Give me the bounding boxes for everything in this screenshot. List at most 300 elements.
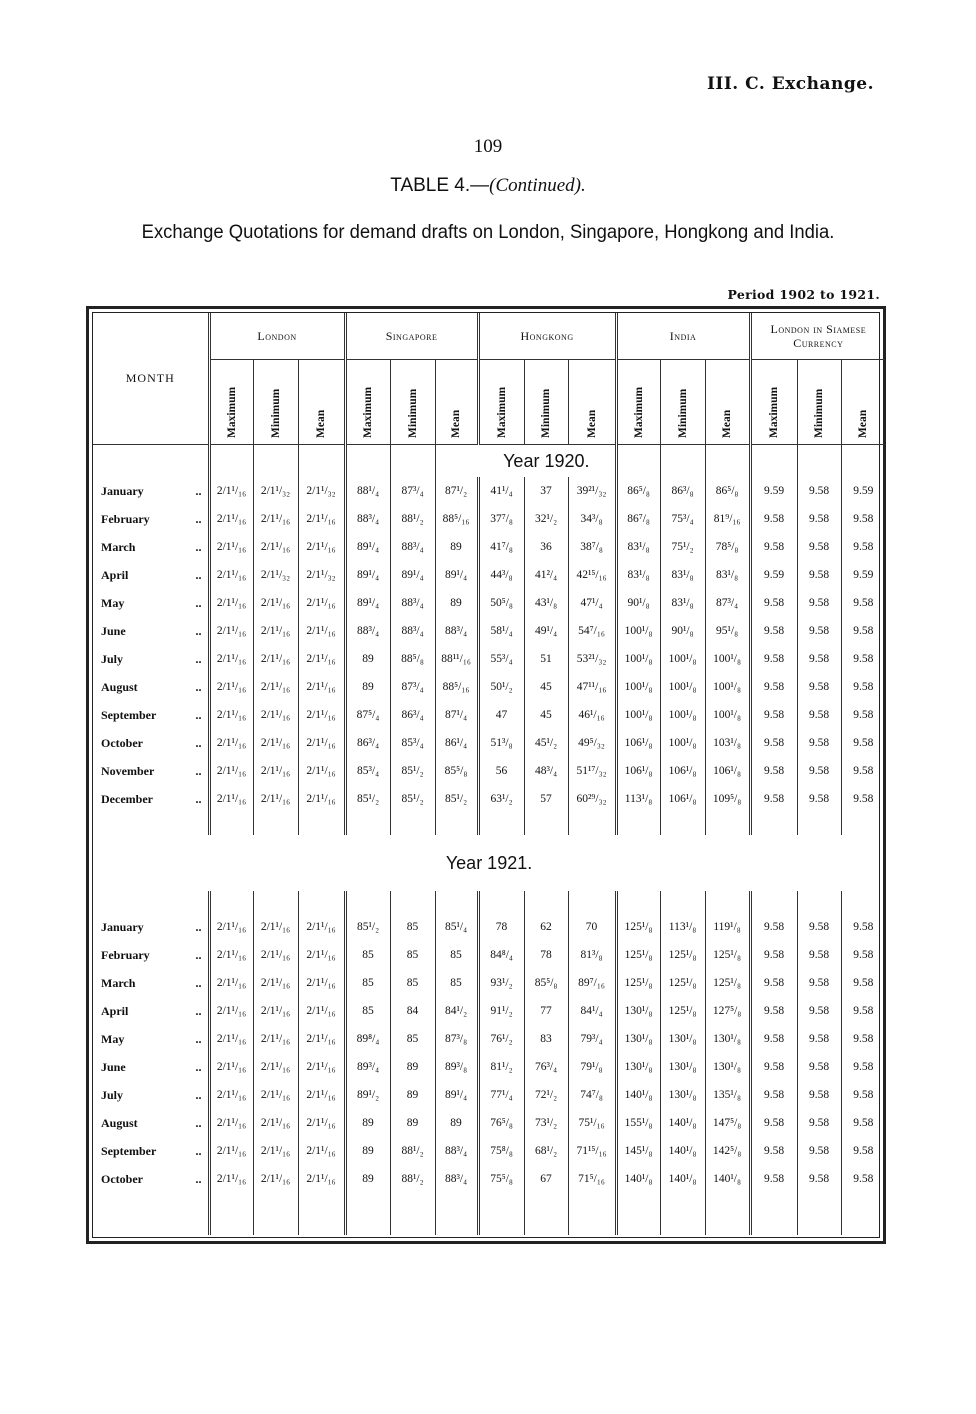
value-cell: 2/1¹/₁₆ [209, 785, 253, 813]
value-cell: 125¹/₈ [705, 941, 750, 969]
blank-cell [568, 1193, 616, 1235]
value-cell: 34³/₈ [568, 505, 616, 533]
value-cell: 85⁵/₈ [524, 969, 568, 997]
blank-cell [390, 813, 435, 835]
year-1920-label: Year 1920. [503, 450, 590, 471]
table-row [93, 1165, 885, 1193]
blank-cell [841, 1193, 885, 1235]
value-cell: 85 [390, 913, 435, 941]
value-cell: 67 [524, 1165, 568, 1193]
value-cell: 130¹/₈ [616, 997, 660, 1025]
subheader-singapore-mean [435, 360, 478, 445]
table-row [93, 589, 885, 617]
value-cell: 100¹/₈ [705, 645, 750, 673]
value-cell: 95¹/₈ [705, 617, 750, 645]
blank-cell [253, 1193, 298, 1235]
subheader-siamese-maximum [750, 360, 797, 445]
value-cell: 85 [345, 997, 390, 1025]
month-label: September [101, 1143, 157, 1158]
value-cell: 9.58 [841, 941, 885, 969]
value-cell: 9.58 [841, 673, 885, 701]
value-cell: 9.58 [797, 1025, 841, 1053]
value-cell: 2/1¹/₁₆ [209, 997, 253, 1025]
value-cell: 55³/₄ [478, 645, 524, 673]
value-cell: 2/1¹/₁₆ [253, 941, 298, 969]
blank-cell [298, 445, 345, 478]
value-cell: 100¹/₈ [616, 617, 660, 645]
blank-cell [209, 445, 253, 478]
value-cell: 89⁷/₁₆ [568, 969, 616, 997]
month-label: May [101, 1031, 125, 1046]
value-cell: 9.58 [841, 533, 885, 561]
value-cell: 2/1¹/₁₆ [298, 913, 345, 941]
table-title-main: TABLE 4.— [390, 175, 490, 196]
blank-cell [524, 1193, 568, 1235]
month-cell [93, 969, 209, 997]
month-label: October [101, 735, 143, 750]
value-cell: 2/1¹/₁₆ [298, 1137, 345, 1165]
value-cell: 2/1¹/₁₆ [253, 1025, 298, 1053]
value-cell: 9.58 [841, 1137, 885, 1165]
value-cell: 2/1¹/₁₆ [209, 1053, 253, 1081]
value-cell: 2/1¹/₁₆ [298, 757, 345, 785]
month-cell [93, 913, 209, 941]
blank-cell [660, 813, 705, 835]
value-cell: 9.58 [750, 729, 797, 757]
table-row [93, 1053, 885, 1081]
value-cell: 100¹/₈ [616, 673, 660, 701]
value-cell: 88⁵/₁₆ [435, 505, 478, 533]
value-cell: 2/1¹/₁₆ [209, 561, 253, 589]
value-cell: 56 [478, 757, 524, 785]
value-cell: 84¹/₂ [435, 997, 478, 1025]
value-cell: 9.58 [797, 701, 841, 729]
value-cell: 71¹⁵/₁₆ [568, 1137, 616, 1165]
value-cell: 100¹/₈ [660, 701, 705, 729]
table-row [93, 701, 885, 729]
subheader-label: Mean [315, 409, 328, 438]
value-cell: 106¹/₈ [660, 757, 705, 785]
value-cell: 79³/₄ [568, 1025, 616, 1053]
value-cell: 9.58 [841, 645, 885, 673]
value-cell: 2/1¹/₁₆ [209, 533, 253, 561]
table-row [93, 561, 885, 589]
month-cell [93, 533, 209, 561]
blank-cell [253, 445, 298, 478]
value-cell: 140¹/₈ [616, 1165, 660, 1193]
value-cell: 37⁷/₈ [478, 505, 524, 533]
value-cell: 37 [524, 477, 568, 505]
value-cell: 2/1¹/₁₆ [253, 1109, 298, 1137]
value-cell: 140¹/₈ [705, 1165, 750, 1193]
month-cell [93, 673, 209, 701]
blank-cell [209, 813, 253, 835]
value-cell: 47¹¹/₁₆ [568, 673, 616, 701]
leader-dots: .. [195, 763, 202, 778]
value-cell: 9.58 [797, 645, 841, 673]
month-cell [93, 561, 209, 589]
table-title [0, 175, 976, 197]
value-cell: 86³/₄ [345, 729, 390, 757]
value-cell: 106¹/₈ [616, 729, 660, 757]
value-cell: 89 [435, 533, 478, 561]
value-cell: 45 [524, 673, 568, 701]
value-cell: 73¹/₂ [524, 1109, 568, 1137]
value-cell: 90¹/₈ [616, 589, 660, 617]
subheader-siamese-mean [841, 360, 885, 445]
value-cell: 89 [390, 1053, 435, 1081]
section-header: III. C. Exchange. [706, 74, 874, 94]
value-cell: 89¹/₄ [435, 1081, 478, 1109]
value-cell: 2/1¹/₁₆ [209, 1137, 253, 1165]
year-1921-label: Year 1921. [445, 852, 533, 873]
value-cell: 9.58 [841, 589, 885, 617]
month-cell [93, 477, 209, 505]
value-cell: 79¹/₈ [568, 1053, 616, 1081]
value-cell: 49⁵/₃₂ [568, 729, 616, 757]
blank-cell [568, 891, 616, 913]
month-cell [93, 1081, 209, 1109]
value-cell: 9.58 [750, 1081, 797, 1109]
value-cell: 2/1¹/₁₆ [253, 673, 298, 701]
value-cell: 41¹/₄ [478, 477, 524, 505]
value-cell: 85¹/₂ [390, 785, 435, 813]
table-row [93, 941, 885, 969]
value-cell: 2/1¹/₁₆ [209, 617, 253, 645]
value-cell: 41⁷/₈ [478, 533, 524, 561]
value-cell: 9.58 [797, 969, 841, 997]
value-cell: 9.58 [797, 785, 841, 813]
value-cell: 88⁵/₁₆ [435, 673, 478, 701]
table-row [93, 645, 885, 673]
value-cell: 85¹/₄ [435, 913, 478, 941]
value-cell: 2/1¹/₁₆ [298, 729, 345, 757]
exchange-table [93, 313, 885, 1235]
value-cell: 130¹/₈ [705, 1053, 750, 1081]
value-cell: 45 [524, 701, 568, 729]
blank-cell [209, 1193, 253, 1235]
table-row [93, 505, 885, 533]
value-cell: 83¹/₈ [660, 589, 705, 617]
value-cell: 2/1¹/₁₆ [209, 729, 253, 757]
value-cell: 89 [345, 1165, 390, 1193]
blank-cell [797, 445, 841, 478]
month-cell [93, 757, 209, 785]
value-cell: 9.58 [797, 997, 841, 1025]
value-cell: 2/1¹/₁₆ [209, 477, 253, 505]
blank-cell [390, 445, 435, 478]
value-cell: 85 [390, 1025, 435, 1053]
subheader-label: Minimum [406, 388, 419, 438]
value-cell: 9.58 [750, 1025, 797, 1053]
value-cell: 2/1¹/₁₆ [209, 1025, 253, 1053]
value-cell: 86⁷/₈ [616, 505, 660, 533]
blank-cell [616, 445, 660, 478]
value-cell: 2/1¹/₁₆ [253, 645, 298, 673]
value-cell: 88³/₄ [390, 589, 435, 617]
leader-dots: .. [195, 707, 202, 722]
value-cell: 2/1¹/₁₆ [298, 673, 345, 701]
value-cell: 36 [524, 533, 568, 561]
value-cell: 89¹/₄ [435, 561, 478, 589]
value-cell: 2/1¹/₁₆ [209, 701, 253, 729]
blank-cell [390, 1193, 435, 1235]
value-cell: 76⁵/₈ [478, 1109, 524, 1137]
group-header-india: India [616, 313, 750, 360]
value-cell: 89 [345, 673, 390, 701]
value-cell: 9.58 [797, 757, 841, 785]
subheader-label: Maximum [495, 386, 508, 438]
subheader-siamese-minimum [797, 360, 841, 445]
value-cell: 85 [345, 969, 390, 997]
subheader-london-mean [298, 360, 345, 445]
value-cell: 62 [524, 913, 568, 941]
value-cell: 9.58 [750, 1165, 797, 1193]
value-cell: 45¹/₂ [524, 729, 568, 757]
leader-dots: .. [195, 1087, 202, 1102]
blank-cell [705, 1193, 750, 1235]
blank-cell [209, 891, 253, 913]
blank-cell [616, 1193, 660, 1235]
blank-cell [345, 445, 390, 478]
value-cell: 140¹/₈ [616, 1081, 660, 1109]
leader-dots: .. [195, 1003, 202, 1018]
leader-dots: .. [195, 1059, 202, 1074]
blank-cell [298, 891, 345, 913]
value-cell: 9.58 [797, 673, 841, 701]
value-cell: 9.58 [797, 589, 841, 617]
value-cell: 130¹/₈ [660, 1081, 705, 1109]
value-cell: 2/1¹/₁₆ [209, 757, 253, 785]
value-cell: 2/1¹/₁₆ [298, 969, 345, 997]
value-cell: 2/1¹/₁₆ [298, 1025, 345, 1053]
value-cell: 113¹/₈ [616, 785, 660, 813]
month-cell [93, 589, 209, 617]
value-cell: 9.58 [750, 1109, 797, 1137]
value-cell: 87¹/₂ [435, 477, 478, 505]
value-cell: 70 [568, 913, 616, 941]
value-cell: 2/1¹/₁₆ [253, 533, 298, 561]
value-cell: 75³/₄ [660, 505, 705, 533]
value-cell: 9.59 [841, 561, 885, 589]
month-label: February [101, 947, 150, 962]
value-cell: 2/1¹/₁₆ [253, 617, 298, 645]
group-header-london: London [209, 313, 345, 360]
value-cell: 85⁵/₈ [435, 757, 478, 785]
value-cell: 88³/₄ [345, 617, 390, 645]
value-cell: 89⁸/₄ [345, 1025, 390, 1053]
value-cell: 58¹/₄ [478, 617, 524, 645]
table-row [93, 969, 885, 997]
value-cell: 89¹/₄ [345, 589, 390, 617]
table-row [93, 785, 885, 813]
subheader-label: Mean [585, 409, 598, 438]
value-cell: 2/1¹/₁₆ [253, 701, 298, 729]
month-cell [93, 941, 209, 969]
value-cell: 53²¹/₃₂ [568, 645, 616, 673]
month-cell [93, 1165, 209, 1193]
value-cell: 76¹/₂ [478, 1025, 524, 1053]
value-cell: 9.58 [750, 785, 797, 813]
main-title: Exchange Quotations for demand drafts on London, Singapore, Hongkong and India. [141, 222, 835, 243]
value-cell: 83 [524, 1025, 568, 1053]
value-cell: 49¹/₄ [524, 617, 568, 645]
value-cell: 88³/₄ [435, 617, 478, 645]
value-cell: 89¹/₂ [345, 1081, 390, 1109]
value-cell: 85 [435, 941, 478, 969]
value-cell: 9.58 [750, 505, 797, 533]
month-cell [93, 729, 209, 757]
group-header-london-siamese: London in Siamese Currency [750, 313, 885, 360]
value-cell: 85 [390, 969, 435, 997]
value-cell: 2/1¹/₁₆ [209, 589, 253, 617]
value-cell: 89¹/₄ [345, 533, 390, 561]
value-cell: 44³/₈ [478, 561, 524, 589]
value-cell: 2/1¹/₁₆ [253, 1165, 298, 1193]
month-label: January [101, 483, 144, 498]
table-body [93, 445, 885, 1236]
value-cell: 88³/₄ [390, 617, 435, 645]
month-label: December [101, 791, 153, 806]
blank-cell [797, 891, 841, 913]
value-cell: 2/1¹/₁₆ [209, 505, 253, 533]
month-label: November [101, 763, 155, 778]
value-cell: 89 [345, 645, 390, 673]
value-cell: 85 [435, 969, 478, 997]
value-cell: 2/1¹/₁₆ [209, 969, 253, 997]
exchange-table-inner [92, 312, 880, 1238]
value-cell: 9.58 [797, 1081, 841, 1109]
value-cell: 9.58 [841, 1109, 885, 1137]
value-cell: 83¹/₈ [705, 561, 750, 589]
value-cell: 83¹/₈ [616, 561, 660, 589]
table-row [93, 533, 885, 561]
value-cell: 85 [345, 941, 390, 969]
value-cell: 109⁵/₈ [705, 785, 750, 813]
value-cell: 86¹/₄ [435, 729, 478, 757]
subheader-london-maximum [209, 360, 253, 445]
blank-cell [93, 891, 209, 913]
value-cell: 86³/₄ [390, 701, 435, 729]
subheader-india-minimum [660, 360, 705, 445]
value-cell: 86³/₈ [660, 477, 705, 505]
value-cell: 100¹/₈ [660, 645, 705, 673]
value-cell: 9.58 [797, 1053, 841, 1081]
value-cell: 9.58 [797, 1109, 841, 1137]
month-cell [93, 1137, 209, 1165]
blank-cell [616, 891, 660, 913]
value-cell: 9.59 [841, 477, 885, 505]
value-cell: 100¹/₈ [660, 729, 705, 757]
value-cell: 119¹/₈ [705, 913, 750, 941]
value-cell: 51 [524, 645, 568, 673]
leader-dots: .. [195, 483, 202, 498]
value-cell: 90¹/₈ [660, 617, 705, 645]
value-cell: 87³/₈ [435, 1025, 478, 1053]
leader-dots: .. [195, 623, 202, 638]
subheader-hongkong-mean [568, 360, 616, 445]
value-cell: 2/1¹/₁₆ [298, 533, 345, 561]
value-cell: 87⁵/₄ [345, 701, 390, 729]
value-cell: 125¹/₈ [660, 941, 705, 969]
value-cell: 9.58 [841, 1025, 885, 1053]
value-cell: 77¹/₄ [478, 1081, 524, 1109]
blank-cell [705, 891, 750, 913]
blank-cell [616, 813, 660, 835]
value-cell: 2/1¹/₁₆ [298, 1109, 345, 1137]
value-cell: 130¹/₈ [660, 1025, 705, 1053]
value-cell: 2/1¹/₁₆ [298, 505, 345, 533]
value-cell: 78 [524, 941, 568, 969]
month-label: October [101, 1171, 143, 1186]
subheader-hongkong-minimum [524, 360, 568, 445]
value-cell: 54⁷/₁₆ [568, 617, 616, 645]
value-cell: 85³/₄ [345, 757, 390, 785]
value-cell: 2/1¹/₃₂ [298, 561, 345, 589]
value-cell: 88¹/₄ [345, 477, 390, 505]
month-cell [93, 1053, 209, 1081]
value-cell: 142⁵/₈ [705, 1137, 750, 1165]
value-cell: 130¹/₈ [616, 1025, 660, 1053]
subheader-hongkong-maximum [478, 360, 524, 445]
blank-cell [797, 1193, 841, 1235]
subheader-singapore-maximum [345, 360, 390, 445]
value-cell: 81³/₈ [568, 941, 616, 969]
month-cell [93, 1109, 209, 1137]
blank-cell [253, 813, 298, 835]
value-cell: 125¹/₈ [616, 969, 660, 997]
value-cell: 83¹/₈ [616, 533, 660, 561]
leader-dots: .. [195, 1143, 202, 1158]
blank-cell [435, 891, 478, 913]
value-cell: 72¹/₂ [524, 1081, 568, 1109]
value-cell: 88¹/₂ [390, 1165, 435, 1193]
value-cell: 89¹/₄ [390, 561, 435, 589]
value-cell: 51³/₈ [478, 729, 524, 757]
value-cell: 140¹/₈ [660, 1109, 705, 1137]
value-cell: 2/1¹/₁₆ [253, 729, 298, 757]
value-cell: 50¹/₂ [478, 673, 524, 701]
value-cell: 2/1¹/₁₆ [209, 1109, 253, 1137]
month-cell [93, 645, 209, 673]
value-cell: 9.58 [797, 561, 841, 589]
blank-cell [298, 813, 345, 835]
value-cell: 113¹/₈ [660, 913, 705, 941]
blank-cell [797, 813, 841, 835]
value-cell: 81¹/₂ [478, 1053, 524, 1081]
leader-dots: .. [195, 1031, 202, 1046]
value-cell: 75¹/₁₆ [568, 1109, 616, 1137]
value-cell: 74⁷/₈ [568, 1081, 616, 1109]
month-label: July [101, 651, 124, 666]
blank-cell [253, 891, 298, 913]
value-cell: 2/1¹/₁₆ [298, 701, 345, 729]
month-header-label: MONTH [125, 371, 175, 385]
month-label: August [101, 679, 138, 694]
value-cell: 84¹/₄ [568, 997, 616, 1025]
value-cell: 75¹/₂ [660, 533, 705, 561]
table-title-continued: (Continued). [489, 175, 586, 196]
value-cell: 125¹/₈ [660, 997, 705, 1025]
leader-dots: .. [195, 919, 202, 934]
table-row [93, 729, 885, 757]
table-row [93, 913, 885, 941]
value-cell: 91¹/₂ [478, 997, 524, 1025]
value-cell: 2/1¹/₁₆ [298, 941, 345, 969]
value-cell: 125¹/₈ [705, 969, 750, 997]
table-row [93, 1137, 885, 1165]
value-cell: 88¹/₂ [390, 505, 435, 533]
